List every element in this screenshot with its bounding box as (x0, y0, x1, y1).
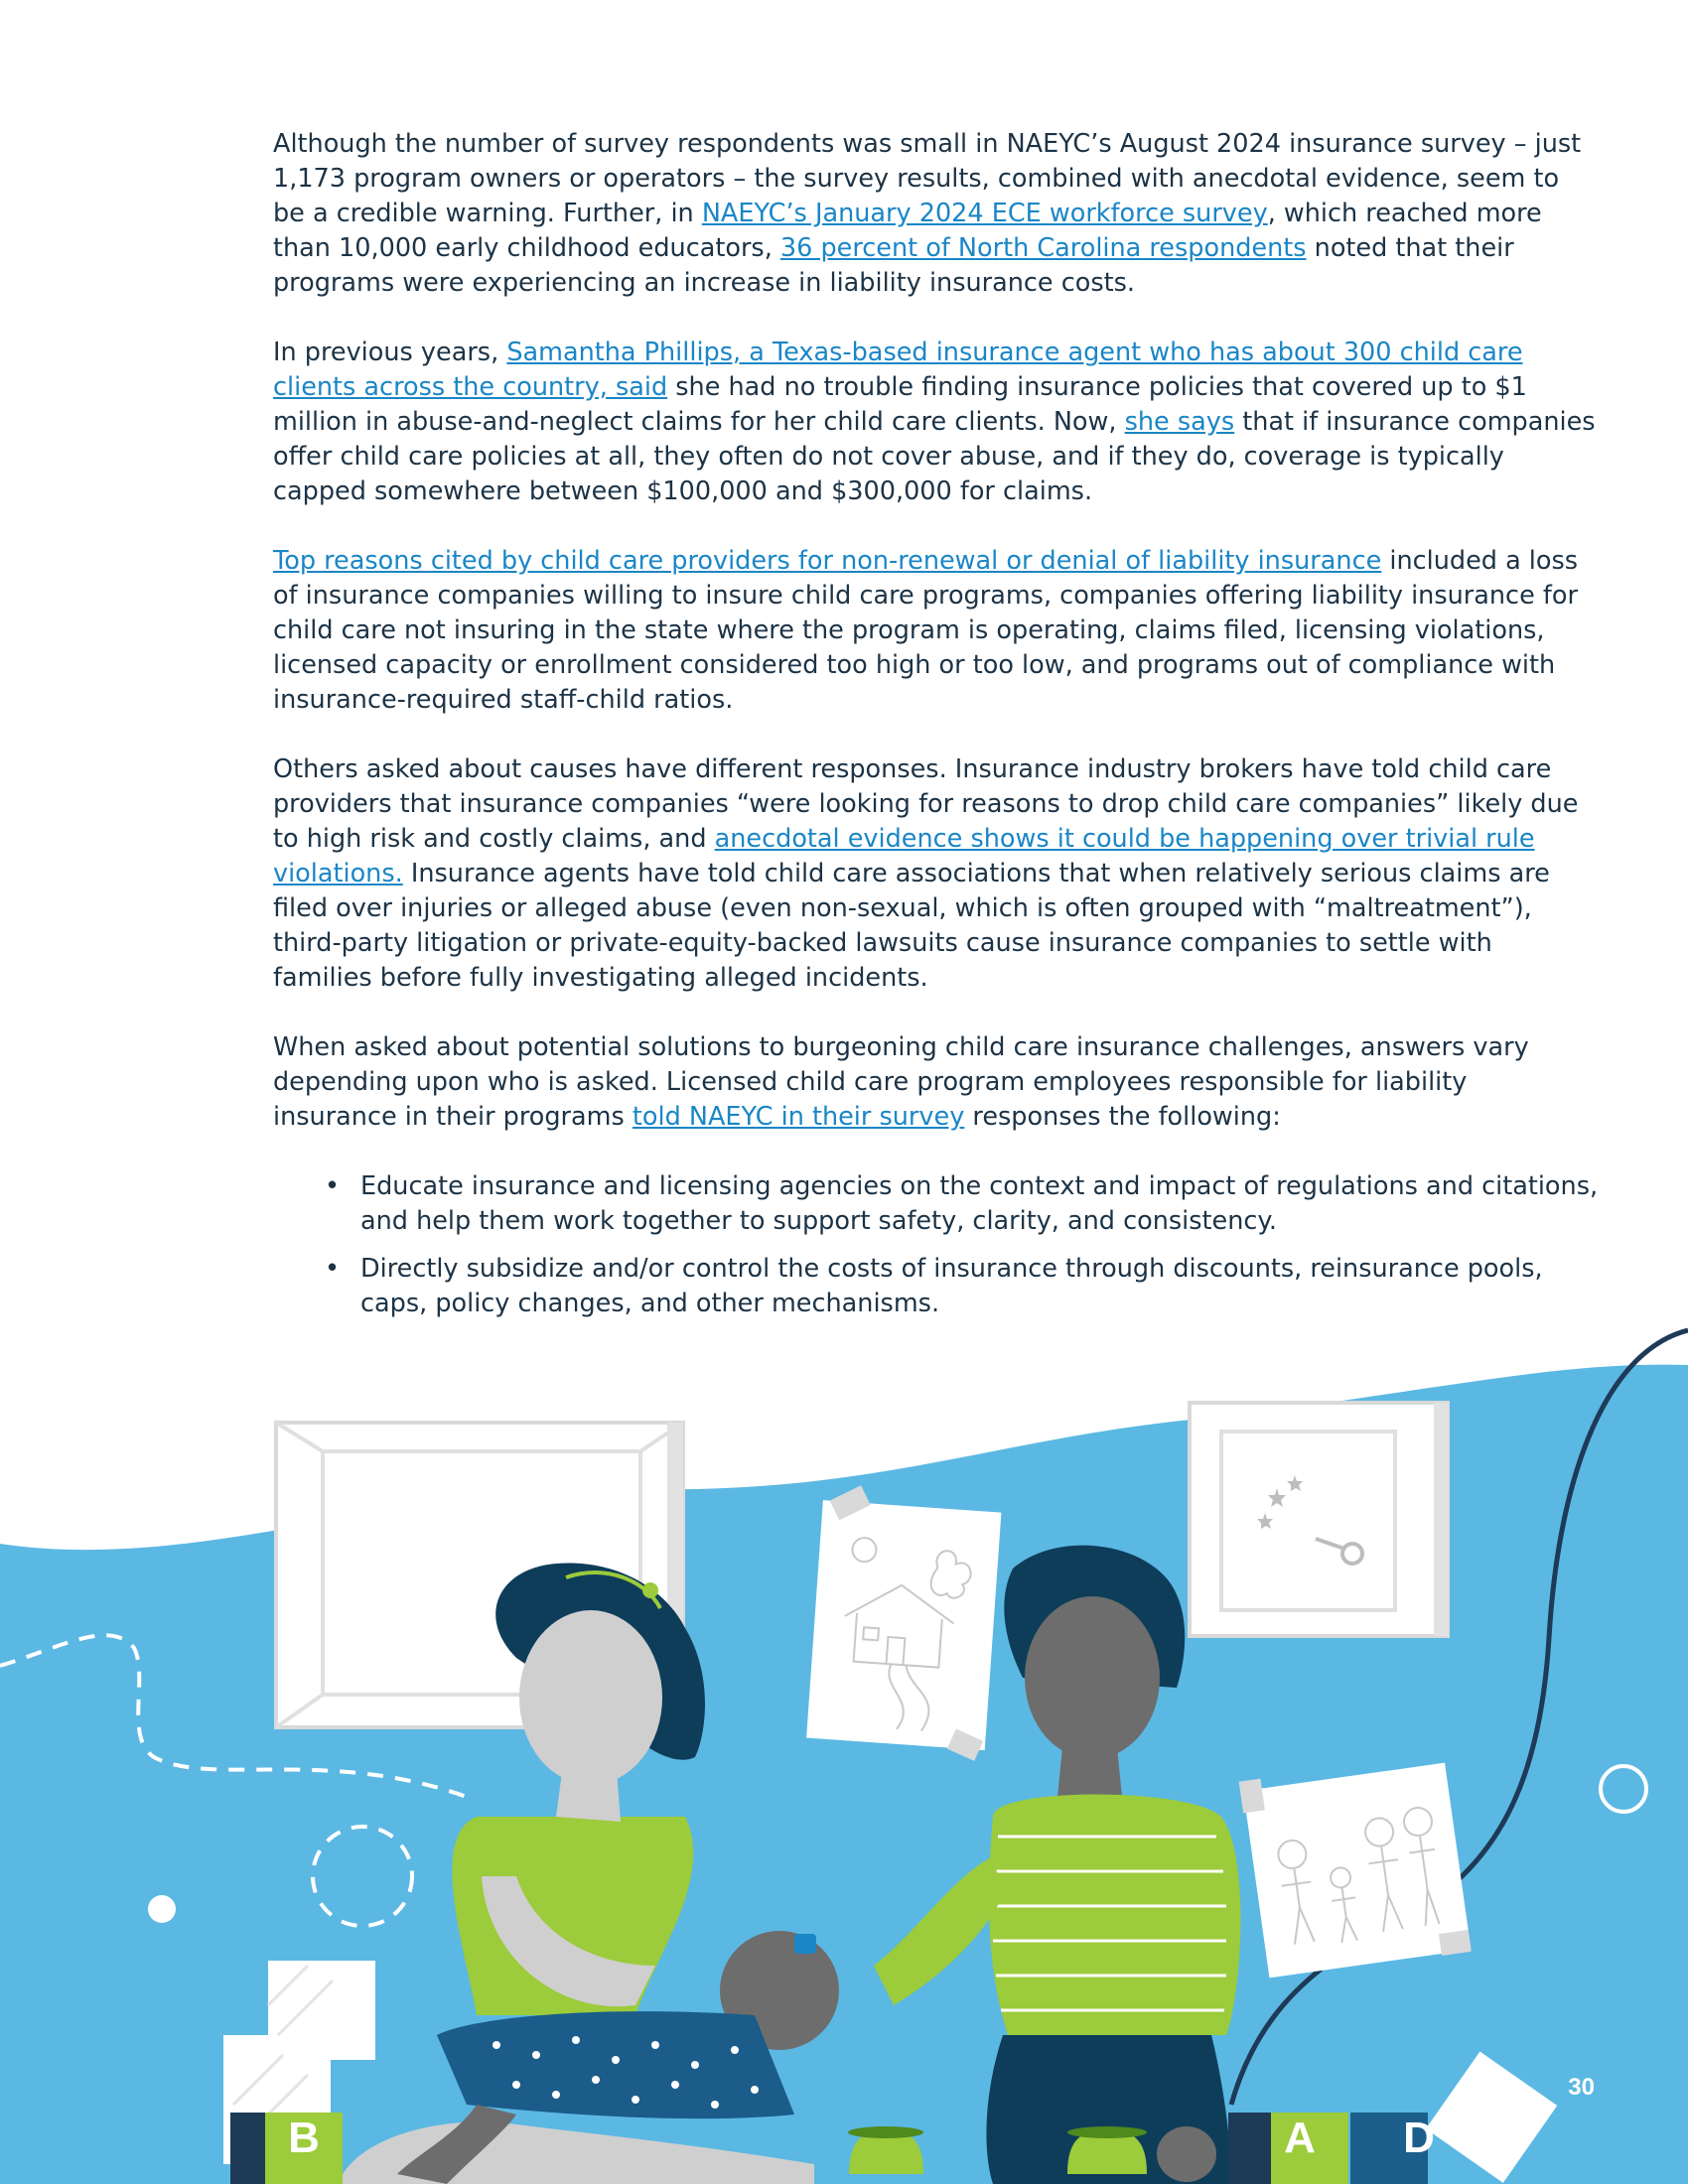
solutions-list (273, 1169, 1599, 1321)
body-text (273, 127, 1599, 1334)
link-anecdotal-evidence[interactable]: anecdotal evidence shows it could be happening over trivial rule violations. (273, 824, 1535, 888)
text-run: , which reached more than 10,000 early childhood educators, (273, 199, 1542, 263)
dot (148, 1895, 176, 1923)
link-samantha-phillips[interactable]: Samantha Phillips, a Texas-based insurance agent who has about 300 child care clients across the country, said (273, 338, 1523, 402)
link-nc-respondents[interactable]: 36 percent of North Carolina respondents (779, 233, 1307, 263)
text-run: Others asked about causes have different responses. Insurance industry brokers have told child care providers that insurance companies “were looking for reasons to drop child care companies” likely due to high risk and costly claims, and (273, 754, 1579, 854)
block-letter-b: B (288, 2114, 320, 2162)
link-told-naeyc-survey[interactable]: told NAEYC in their survey (632, 1102, 965, 1132)
text-run: Insurance agents have told child care associations that when relatively serious claims are filed over injuries or alleged abuse (even non-sexual, which is often grouped with “maltreatment”), third-party litigation or private-equity-backed lawsuits cause insurance companies to settle with families before fully investigating alleged incidents. (273, 859, 1550, 993)
link-top-reasons[interactable]: Top reasons cited by child care providers for non-renewal or denial of liability insurance (273, 546, 1382, 576)
text-run: When asked about potential solutions to burgeoning child care insurance challenges, answers vary depending upon who is asked. Licensed child care program employees responsible for liability insurance in their programs (273, 1032, 1529, 1132)
family-drawing (1239, 1753, 1472, 1980)
block-letter-d: D (1403, 2114, 1435, 2162)
paragraph (273, 544, 1599, 718)
link-she-says[interactable]: she says (1124, 407, 1235, 437)
paragraph (273, 336, 1599, 509)
text-run: included a loss of insurance companies willing to insure child care programs, companies offering liability insurance for child care not insuring in the state where the program is operating, claims filed, licensing violations, licensed capacity or enrollment considered too high or too low, and programs out of compliance with insurance-required staff-child ratios. (273, 546, 1579, 715)
list-item: • Directly subsidize and/or control the costs of insurance through discounts, reinsurance pools, caps, policy changes, and other mechanisms. (360, 1252, 1599, 1321)
link-naeyc-workforce-survey[interactable]: NAEYC’s January 2024 ECE workforce survey (701, 199, 1268, 228)
text-run: responses the following: (964, 1102, 1281, 1132)
page-number: 30 (1568, 2074, 1595, 2101)
window-right (1190, 1403, 1449, 1636)
house-drawing (805, 1483, 1002, 1762)
text-run: Although the number of survey respondents was small in NAEYC’s August 2024 insurance survey – just 1,173 program owners or operators – the survey results, combined with anecdotal evidence, seem to be a credible warning. Further, in (273, 129, 1582, 228)
paragraph (273, 752, 1599, 996)
text-run: noted that their programs were experiencing an increase in liability insurance costs. (273, 233, 1514, 298)
paragraph (273, 1030, 1599, 1135)
text-run: she had no trouble finding insurance policies that covered up to $1 million in abuse-and-neglect claims for her child care clients. Now, (273, 372, 1527, 437)
children-playing-illustration (0, 1320, 1688, 2184)
list-item: • Educate insurance and licensing agencies on the context and impact of regulations and citations, and help them work together to support safety, clarity, and consistency. (360, 1169, 1599, 1239)
text-run: that if insurance companies offer child care policies at all, they often do not cover abuse, and if they do, coverage is typically capped somewhere between $100,000 and $300,000 for claims. (273, 407, 1596, 506)
block-letter-a: A (1284, 2114, 1316, 2162)
text-run: In previous years, (273, 338, 507, 367)
paragraph (273, 127, 1599, 301)
